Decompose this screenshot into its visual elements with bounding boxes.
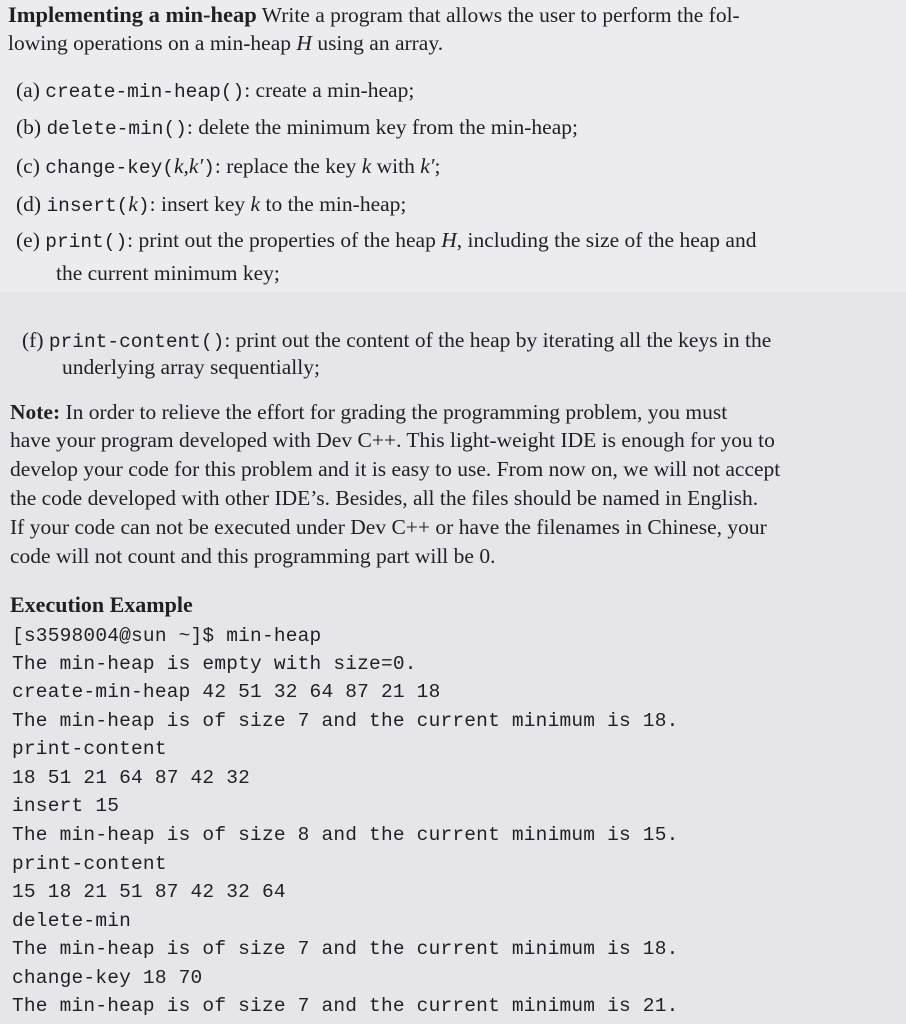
intro-text-pre: lowing operations on a min-heap (8, 31, 297, 55)
heap-variable: H (441, 228, 457, 252)
execution-line: The min-heap is of size 7 and the current minimum is 18. (12, 938, 679, 960)
intro-line-2 (8, 30, 443, 56)
operation-label: (b) (16, 115, 42, 139)
operation-f-continuation: underlying array sequentially; (62, 355, 320, 379)
operation-label: (a) (16, 78, 40, 102)
note-line-1 (10, 399, 727, 425)
execution-line: change-key 18 70 (12, 967, 203, 989)
operation-code: insert( (46, 195, 129, 217)
var-k: k (250, 192, 261, 216)
operation-label: (f) (22, 328, 44, 352)
execution-line: insert 15 (12, 795, 120, 817)
var-k-prime: k′ (420, 154, 435, 178)
heap-variable: H (296, 31, 312, 55)
execution-heading: Execution Example (10, 592, 193, 617)
note-text: In order to relieve the effort for grading the programming problem, you must (65, 400, 728, 424)
operation-b (16, 114, 578, 142)
execution-line: 18 51 21 64 87 42 32 (12, 767, 251, 789)
note-line-2: have your program developed with Dev C++. This light-weight IDE is enough for you to (10, 428, 775, 452)
operation-e (16, 227, 756, 255)
note-line-4: the code developed with other IDE’s. Besides, all the files should be named in English. (10, 486, 759, 510)
operation-code: delete-min() (46, 118, 187, 140)
operation-desc: : print out the properties of the heap (127, 228, 442, 252)
execution-line: [s3598004@sun ~]$ min-heap (12, 625, 322, 647)
operation-label: (c) (16, 154, 40, 178)
execution-line: 15 18 21 51 87 42 32 64 (12, 881, 286, 903)
execution-line: print-content (12, 853, 167, 875)
operation-desc-post: to the min-heap; (260, 192, 407, 216)
operation-d (16, 191, 406, 219)
operation-code: print-content() (48, 331, 225, 353)
operation-desc: : delete the minimum key from the min-heap; (186, 115, 578, 139)
intro-text-post: using an array. (311, 31, 444, 55)
operation-a (16, 77, 414, 105)
operation-desc-post: ; (434, 154, 441, 178)
operation-code: print() (45, 231, 128, 253)
operation-e-continuation: the current minimum key; (56, 261, 280, 285)
operation-label: (e) (16, 228, 40, 252)
operation-desc: : replace the key (214, 154, 362, 178)
operation-args: k,k′ (173, 154, 204, 178)
intro-line-1 (8, 2, 740, 28)
operation-desc-post: , including the size of the heap and (456, 228, 757, 252)
note-label: Note: (10, 400, 61, 424)
operation-code: create-min-heap() (45, 81, 245, 103)
operation-code-close: ) (137, 195, 150, 217)
execution-line: The min-heap is empty with size=0. (12, 653, 417, 675)
operation-c (16, 153, 440, 181)
note-line-5: If your code can not be executed under Dev C++ or have the filenames in Chinese, your (10, 515, 767, 539)
execution-line: print-content (12, 738, 167, 760)
operation-label: (d) (16, 192, 42, 216)
operation-args: k (128, 192, 138, 216)
execution-line: The min-heap is of size 7 and the current minimum is 18. (12, 710, 679, 732)
execution-line: delete-min (12, 910, 132, 932)
operation-f (22, 327, 771, 355)
execution-line: The min-heap is of size 8 and the current minimum is 15. (12, 824, 679, 846)
operation-code: change-key( (45, 157, 174, 179)
operation-desc: : create a min-heap; (244, 78, 415, 102)
var-k: k (361, 154, 372, 178)
operation-desc: : print out the content of the heap by iterating all the keys in the (224, 328, 772, 352)
operation-desc-mid: with (371, 154, 421, 178)
problem-title: Implementing a min-heap (8, 2, 257, 27)
operation-desc: : insert key (149, 192, 251, 216)
note-line-6: code will not count and this programming part will be 0. (10, 544, 496, 568)
intro-text: Write a program that allows the user to perform the fol- (261, 3, 740, 27)
execution-line: The min-heap is of size 7 and the current minimum is 21. (12, 995, 679, 1017)
note-line-3: develop your code for this problem and it is easy to use. From now on, we will not accept (10, 457, 781, 481)
operation-code-close: ) (203, 157, 215, 179)
execution-line: create-min-heap 42 51 32 64 87 21 18 (12, 681, 441, 703)
